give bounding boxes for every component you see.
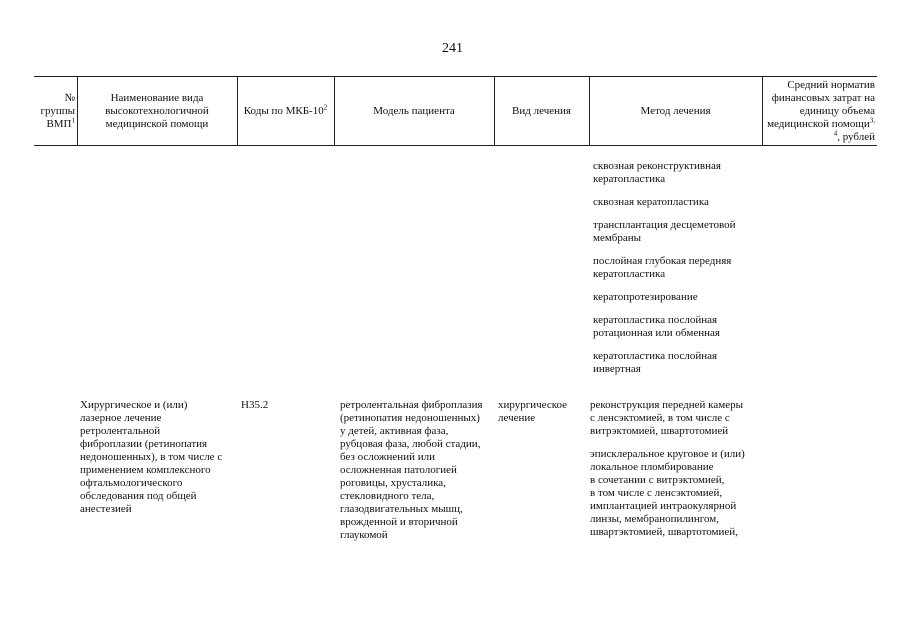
method-item: сквозная кератопластика: [593, 196, 709, 208]
treatment-methods-cell: [590, 399, 762, 549]
header-care-type-label: Наименование вида высокотехнологичной медицинской помощи: [105, 91, 209, 130]
header-group-number: [34, 77, 77, 145]
method-item: кератопластика послойная инвертная: [593, 350, 718, 375]
footnote-marker: 1: [71, 115, 75, 124]
method-item: кератопротезирование: [593, 291, 698, 303]
icd-code-cell: H35.2: [241, 399, 269, 411]
page-number: 241: [442, 41, 463, 56]
header-patient-model: [334, 77, 494, 145]
header-patient-model-label: Модель пациента: [373, 104, 455, 117]
header-icd-codes-label: Коды по МКБ-10: [243, 104, 324, 117]
header-icd-codes: [237, 77, 334, 145]
header-care-type: [77, 77, 237, 145]
footnote-marker: 3, 4: [833, 115, 875, 137]
header-cost-unit: , рублей: [837, 130, 875, 143]
method-item: реконструкция передней камеры с ленсэктомией, в том числе с витрэктомией, швартотомией: [590, 399, 743, 437]
header-cost-label: Средний норматив финансовых затрат на единицу объема медицинской помощи: [767, 78, 875, 130]
method-item: кератопластика послойная ротационная или обменная: [593, 314, 720, 339]
footnote-marker: 2: [323, 102, 328, 111]
header-treatment-method: [589, 77, 762, 145]
method-item: эписклеральное круговое и (или) локальное пломбирование в сочетании с витрэктомией, в том числе с ленсэктомией, имплантацией интраокулярной линзы, мембранопилингом, швартэктомией, швартотомией,: [590, 448, 745, 538]
method-item: сквозная реконструктивная кератопластика: [593, 160, 721, 185]
header-treatment-type-label: Вид лечения: [512, 104, 571, 117]
header-group-number-label: № группы ВМП: [40, 91, 75, 130]
treatment-type-cell: хирургическое лечение: [498, 399, 568, 424]
method-item: трансплантация десцеметовой мембраны: [593, 219, 736, 244]
care-type-cell: Хирургическое и (или) лазерное лечение ретролентальной фиброплазии (ретинопатия недоношенных), в том числе с применением комплексного офтальмологического обследования под общей анестезией: [80, 399, 223, 515]
header-treatment-type: [494, 77, 589, 145]
continued-methods-list: [593, 160, 763, 386]
header-treatment-method-label: Метод лечения: [640, 104, 711, 117]
patient-model-cell: ретролентальная фиброплазия (ретинопатия недоношенных) у детей, активная фаза, рубцовая фаза, любой стадии, без осложнений или осложненная патологией роговицы, хрусталика, стекловидного тела, глазодвигательных мышц, врожденной и вторичной глаукомой: [340, 399, 483, 541]
table-header-bottom-rule: [34, 145, 877, 146]
header-cost-standard: [762, 77, 877, 145]
method-item: послойная глубокая передняя кератопластика: [593, 255, 732, 280]
